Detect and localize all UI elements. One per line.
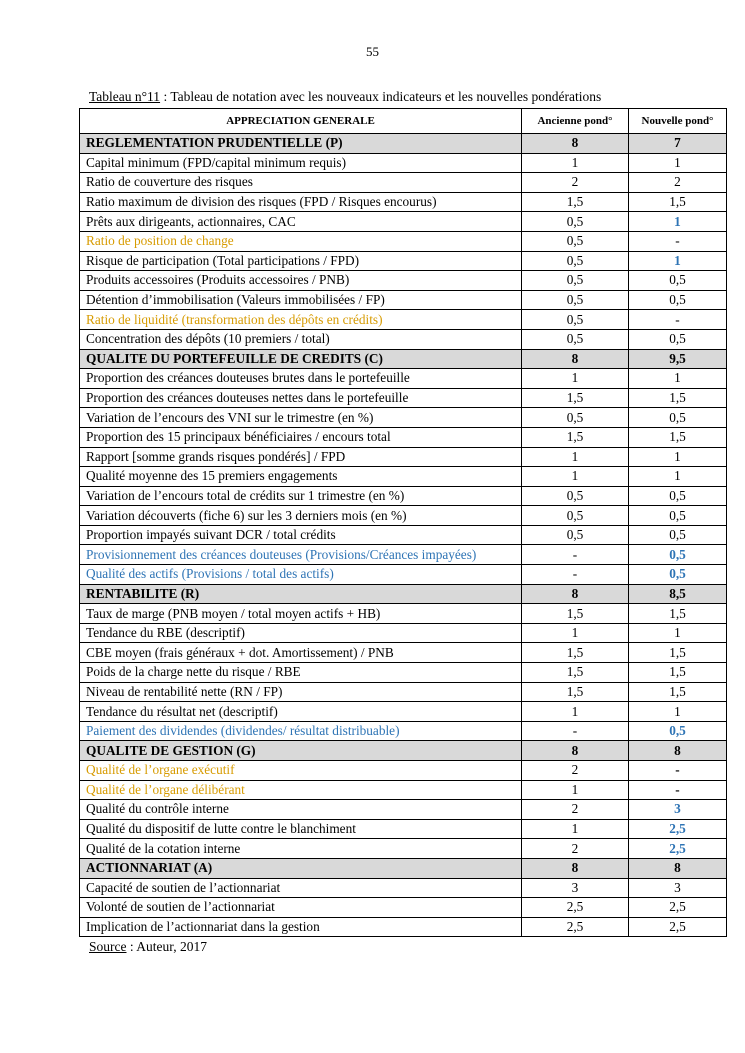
new-weight-cell: 7 <box>629 134 727 154</box>
new-weight-cell: 1 <box>629 369 727 389</box>
new-weight-cell: 1 <box>629 623 727 643</box>
new-weight-cell: 1,5 <box>629 604 727 624</box>
criterion-cell: Qualité du dispositif de lutte contre le blanchiment <box>80 819 522 839</box>
new-weight-cell: 0,5 <box>629 408 727 428</box>
criterion-cell: Produits accessoires (Produits accessoires / PNB) <box>80 271 522 291</box>
criterion-cell: ACTIONNARIAT (A) <box>80 858 522 878</box>
table-row <box>80 565 727 585</box>
new-weight-cell: 1 <box>629 702 727 722</box>
criterion-cell: Qualité du contrôle interne <box>80 800 522 820</box>
criterion-cell: Taux de marge (PNB moyen / total moyen actifs + HB) <box>80 604 522 624</box>
new-weight-cell: 0,5 <box>629 545 727 565</box>
header-appreciation: APPRECIATION GENERALE <box>80 109 522 134</box>
new-weight-cell: 3 <box>629 800 727 820</box>
criterion-cell: Qualité moyenne des 15 premiers engagements <box>80 467 522 487</box>
criterion-cell: Ratio de position de change <box>80 231 522 251</box>
criterion-cell: Ratio de couverture des risques <box>80 173 522 193</box>
new-weight-cell: 1 <box>629 467 727 487</box>
header-new-weight: Nouvelle pond° <box>629 109 727 134</box>
criterion-cell: QUALITE DE GESTION (G) <box>80 741 522 761</box>
new-weight-cell: 8,5 <box>629 584 727 604</box>
new-weight-cell: 1,5 <box>629 682 727 702</box>
section-row <box>80 741 727 761</box>
old-weight-cell: 0,5 <box>522 525 629 545</box>
criterion-cell: REGLEMENTATION PRUDENTIELLE (P) <box>80 134 522 154</box>
section-row <box>80 349 727 369</box>
table-row <box>80 369 727 389</box>
new-weight-cell: 1,5 <box>629 427 727 447</box>
table-row <box>80 329 727 349</box>
criterion-cell: Détention d’immobilisation (Valeurs immobilisées / FP) <box>80 290 522 310</box>
source-label: Source <box>89 939 127 954</box>
criterion-cell: Qualité de l’organe délibérant <box>80 780 522 800</box>
source-text: : Auteur, 2017 <box>126 939 207 954</box>
criterion-cell: Ratio de liquidité (transformation des dépôts en crédits) <box>80 310 522 330</box>
new-weight-cell: 2 <box>629 173 727 193</box>
criterion-cell: Capacité de soutien de l’actionnariat <box>80 878 522 898</box>
header-old-weight: Ancienne pond° <box>522 109 629 134</box>
new-weight-cell: 0,5 <box>629 329 727 349</box>
source-note <box>89 939 207 955</box>
new-weight-cell: 1 <box>629 447 727 467</box>
old-weight-cell: 8 <box>522 741 629 761</box>
criterion-cell: Provisionnement des créances douteuses (Provisions/Créances impayées) <box>80 545 522 565</box>
table-caption <box>89 89 601 105</box>
criterion-cell: Qualité de la cotation interne <box>80 839 522 859</box>
table-row <box>80 800 727 820</box>
table-row <box>80 427 727 447</box>
new-weight-cell: 8 <box>629 741 727 761</box>
new-weight-cell: 1 <box>629 251 727 271</box>
old-weight-cell: 3 <box>522 878 629 898</box>
table-row <box>80 663 727 683</box>
old-weight-cell: 0,5 <box>522 290 629 310</box>
new-weight-cell: 1,5 <box>629 388 727 408</box>
table-row <box>80 721 727 741</box>
old-weight-cell: 1 <box>522 447 629 467</box>
new-weight-cell: - <box>629 780 727 800</box>
table-row <box>80 192 727 212</box>
criterion-cell: Implication de l’actionnariat dans la gestion <box>80 917 522 937</box>
section-row <box>80 858 727 878</box>
criterion-cell: Tendance du résultat net (descriptif) <box>80 702 522 722</box>
criterion-cell: Concentration des dépôts (10 premiers / total) <box>80 329 522 349</box>
old-weight-cell: 8 <box>522 134 629 154</box>
old-weight-cell: 1 <box>522 819 629 839</box>
table-header-row <box>80 109 727 134</box>
table-row <box>80 917 727 937</box>
new-weight-cell: 0,5 <box>629 486 727 506</box>
new-weight-cell: 9,5 <box>629 349 727 369</box>
new-weight-cell: 3 <box>629 878 727 898</box>
table-row <box>80 604 727 624</box>
table-row <box>80 761 727 781</box>
new-weight-cell: 0,5 <box>629 290 727 310</box>
new-weight-cell: 1 <box>629 153 727 173</box>
criterion-cell: Proportion des créances douteuses nettes dans le portefeuille <box>80 388 522 408</box>
old-weight-cell: 2 <box>522 839 629 859</box>
caption-text: : Tableau de notation avec les nouveaux indicateurs et les nouvelles pondérations <box>160 89 602 104</box>
old-weight-cell: 1,5 <box>522 192 629 212</box>
old-weight-cell: 2,5 <box>522 898 629 918</box>
new-weight-cell: 2,5 <box>629 819 727 839</box>
table-row <box>80 545 727 565</box>
old-weight-cell: 1 <box>522 702 629 722</box>
new-weight-cell: 8 <box>629 858 727 878</box>
table-row <box>80 643 727 663</box>
new-weight-cell: 2,5 <box>629 898 727 918</box>
old-weight-cell: 0,5 <box>522 212 629 232</box>
criterion-cell: Prêts aux dirigeants, actionnaires, CAC <box>80 212 522 232</box>
table-row <box>80 467 727 487</box>
criterion-cell: Variation de l’encours des VNI sur le trimestre (en %) <box>80 408 522 428</box>
old-weight-cell: 0,5 <box>522 408 629 428</box>
table-row <box>80 447 727 467</box>
old-weight-cell: 1 <box>522 467 629 487</box>
table-row <box>80 898 727 918</box>
section-row <box>80 584 727 604</box>
old-weight-cell: 1 <box>522 153 629 173</box>
table-row <box>80 780 727 800</box>
rating-table <box>79 108 727 937</box>
table-row <box>80 506 727 526</box>
criterion-cell: Proportion impayés suivant DCR / total crédits <box>80 525 522 545</box>
old-weight-cell: 8 <box>522 858 629 878</box>
old-weight-cell: 2,5 <box>522 917 629 937</box>
old-weight-cell: 1,5 <box>522 643 629 663</box>
table-row <box>80 290 727 310</box>
section-row <box>80 134 727 154</box>
new-weight-cell: - <box>629 231 727 251</box>
old-weight-cell: 0,5 <box>522 310 629 330</box>
old-weight-cell: 0,5 <box>522 506 629 526</box>
new-weight-cell: 0,5 <box>629 525 727 545</box>
table-row <box>80 682 727 702</box>
criterion-cell: Niveau de rentabilité nette (RN / FP) <box>80 682 522 702</box>
table-row <box>80 878 727 898</box>
table-body <box>80 134 727 937</box>
criterion-cell: QUALITE DU PORTEFEUILLE DE CREDITS (C) <box>80 349 522 369</box>
old-weight-cell: 8 <box>522 584 629 604</box>
old-weight-cell: 1,5 <box>522 427 629 447</box>
table-row <box>80 839 727 859</box>
old-weight-cell: 0,5 <box>522 231 629 251</box>
new-weight-cell: 0,5 <box>629 565 727 585</box>
table-row <box>80 623 727 643</box>
old-weight-cell: - <box>522 565 629 585</box>
criterion-cell: Rapport [somme grands risques pondérés] / FPD <box>80 447 522 467</box>
old-weight-cell: - <box>522 721 629 741</box>
criterion-cell: Capital minimum (FPD/capital minimum requis) <box>80 153 522 173</box>
criterion-cell: CBE moyen (frais généraux + dot. Amortissement) / PNB <box>80 643 522 663</box>
old-weight-cell: 2 <box>522 173 629 193</box>
new-weight-cell: - <box>629 761 727 781</box>
table-row <box>80 388 727 408</box>
criterion-cell: Volonté de soutien de l’actionnariat <box>80 898 522 918</box>
new-weight-cell: 0,5 <box>629 271 727 291</box>
old-weight-cell: 2 <box>522 800 629 820</box>
old-weight-cell: - <box>522 545 629 565</box>
criterion-cell: Proportion des créances douteuses brutes dans le portefeuille <box>80 369 522 389</box>
old-weight-cell: 1,5 <box>522 682 629 702</box>
table-row <box>80 231 727 251</box>
criterion-cell: Tendance du RBE (descriptif) <box>80 623 522 643</box>
old-weight-cell: 8 <box>522 349 629 369</box>
table-row <box>80 271 727 291</box>
table-row <box>80 819 727 839</box>
page-number: 55 <box>366 44 379 59</box>
table-row <box>80 408 727 428</box>
new-weight-cell: - <box>629 310 727 330</box>
old-weight-cell: 1 <box>522 369 629 389</box>
old-weight-cell: 0,5 <box>522 329 629 349</box>
criterion-cell: Qualité des actifs (Provisions / total des actifs) <box>80 565 522 585</box>
old-weight-cell: 0,5 <box>522 486 629 506</box>
old-weight-cell: 2 <box>522 761 629 781</box>
new-weight-cell: 1,5 <box>629 663 727 683</box>
table-row <box>80 310 727 330</box>
new-weight-cell: 0,5 <box>629 721 727 741</box>
criterion-cell: RENTABILITE (R) <box>80 584 522 604</box>
criterion-cell: Proportion des 15 principaux bénéficiaires / encours total <box>80 427 522 447</box>
old-weight-cell: 1,5 <box>522 388 629 408</box>
old-weight-cell: 1,5 <box>522 663 629 683</box>
old-weight-cell: 1,5 <box>522 604 629 624</box>
table-row <box>80 153 727 173</box>
new-weight-cell: 1,5 <box>629 643 727 663</box>
old-weight-cell: 1 <box>522 780 629 800</box>
new-weight-cell: 1,5 <box>629 192 727 212</box>
old-weight-cell: 0,5 <box>522 271 629 291</box>
caption-label: Tableau n°11 <box>89 89 161 104</box>
table-row <box>80 251 727 271</box>
new-weight-cell: 2,5 <box>629 917 727 937</box>
criterion-cell: Ratio maximum de division des risques (FPD / Risques encourus) <box>80 192 522 212</box>
criterion-cell: Risque de participation (Total participations / FPD) <box>80 251 522 271</box>
old-weight-cell: 0,5 <box>522 251 629 271</box>
new-weight-cell: 0,5 <box>629 506 727 526</box>
new-weight-cell: 2,5 <box>629 839 727 859</box>
criterion-cell: Variation de l’encours total de crédits sur 1 trimestre (en %) <box>80 486 522 506</box>
table-row <box>80 702 727 722</box>
criterion-cell: Paiement des dividendes (dividendes/ résultat distribuable) <box>80 721 522 741</box>
new-weight-cell: 1 <box>629 212 727 232</box>
criterion-cell: Variation découverts (fiche 6) sur les 3 derniers mois (en %) <box>80 506 522 526</box>
table-row <box>80 525 727 545</box>
table-row <box>80 173 727 193</box>
table-row <box>80 212 727 232</box>
old-weight-cell: 1 <box>522 623 629 643</box>
table-row <box>80 486 727 506</box>
criterion-cell: Poids de la charge nette du risque / RBE <box>80 663 522 683</box>
criterion-cell: Qualité de l’organe exécutif <box>80 761 522 781</box>
